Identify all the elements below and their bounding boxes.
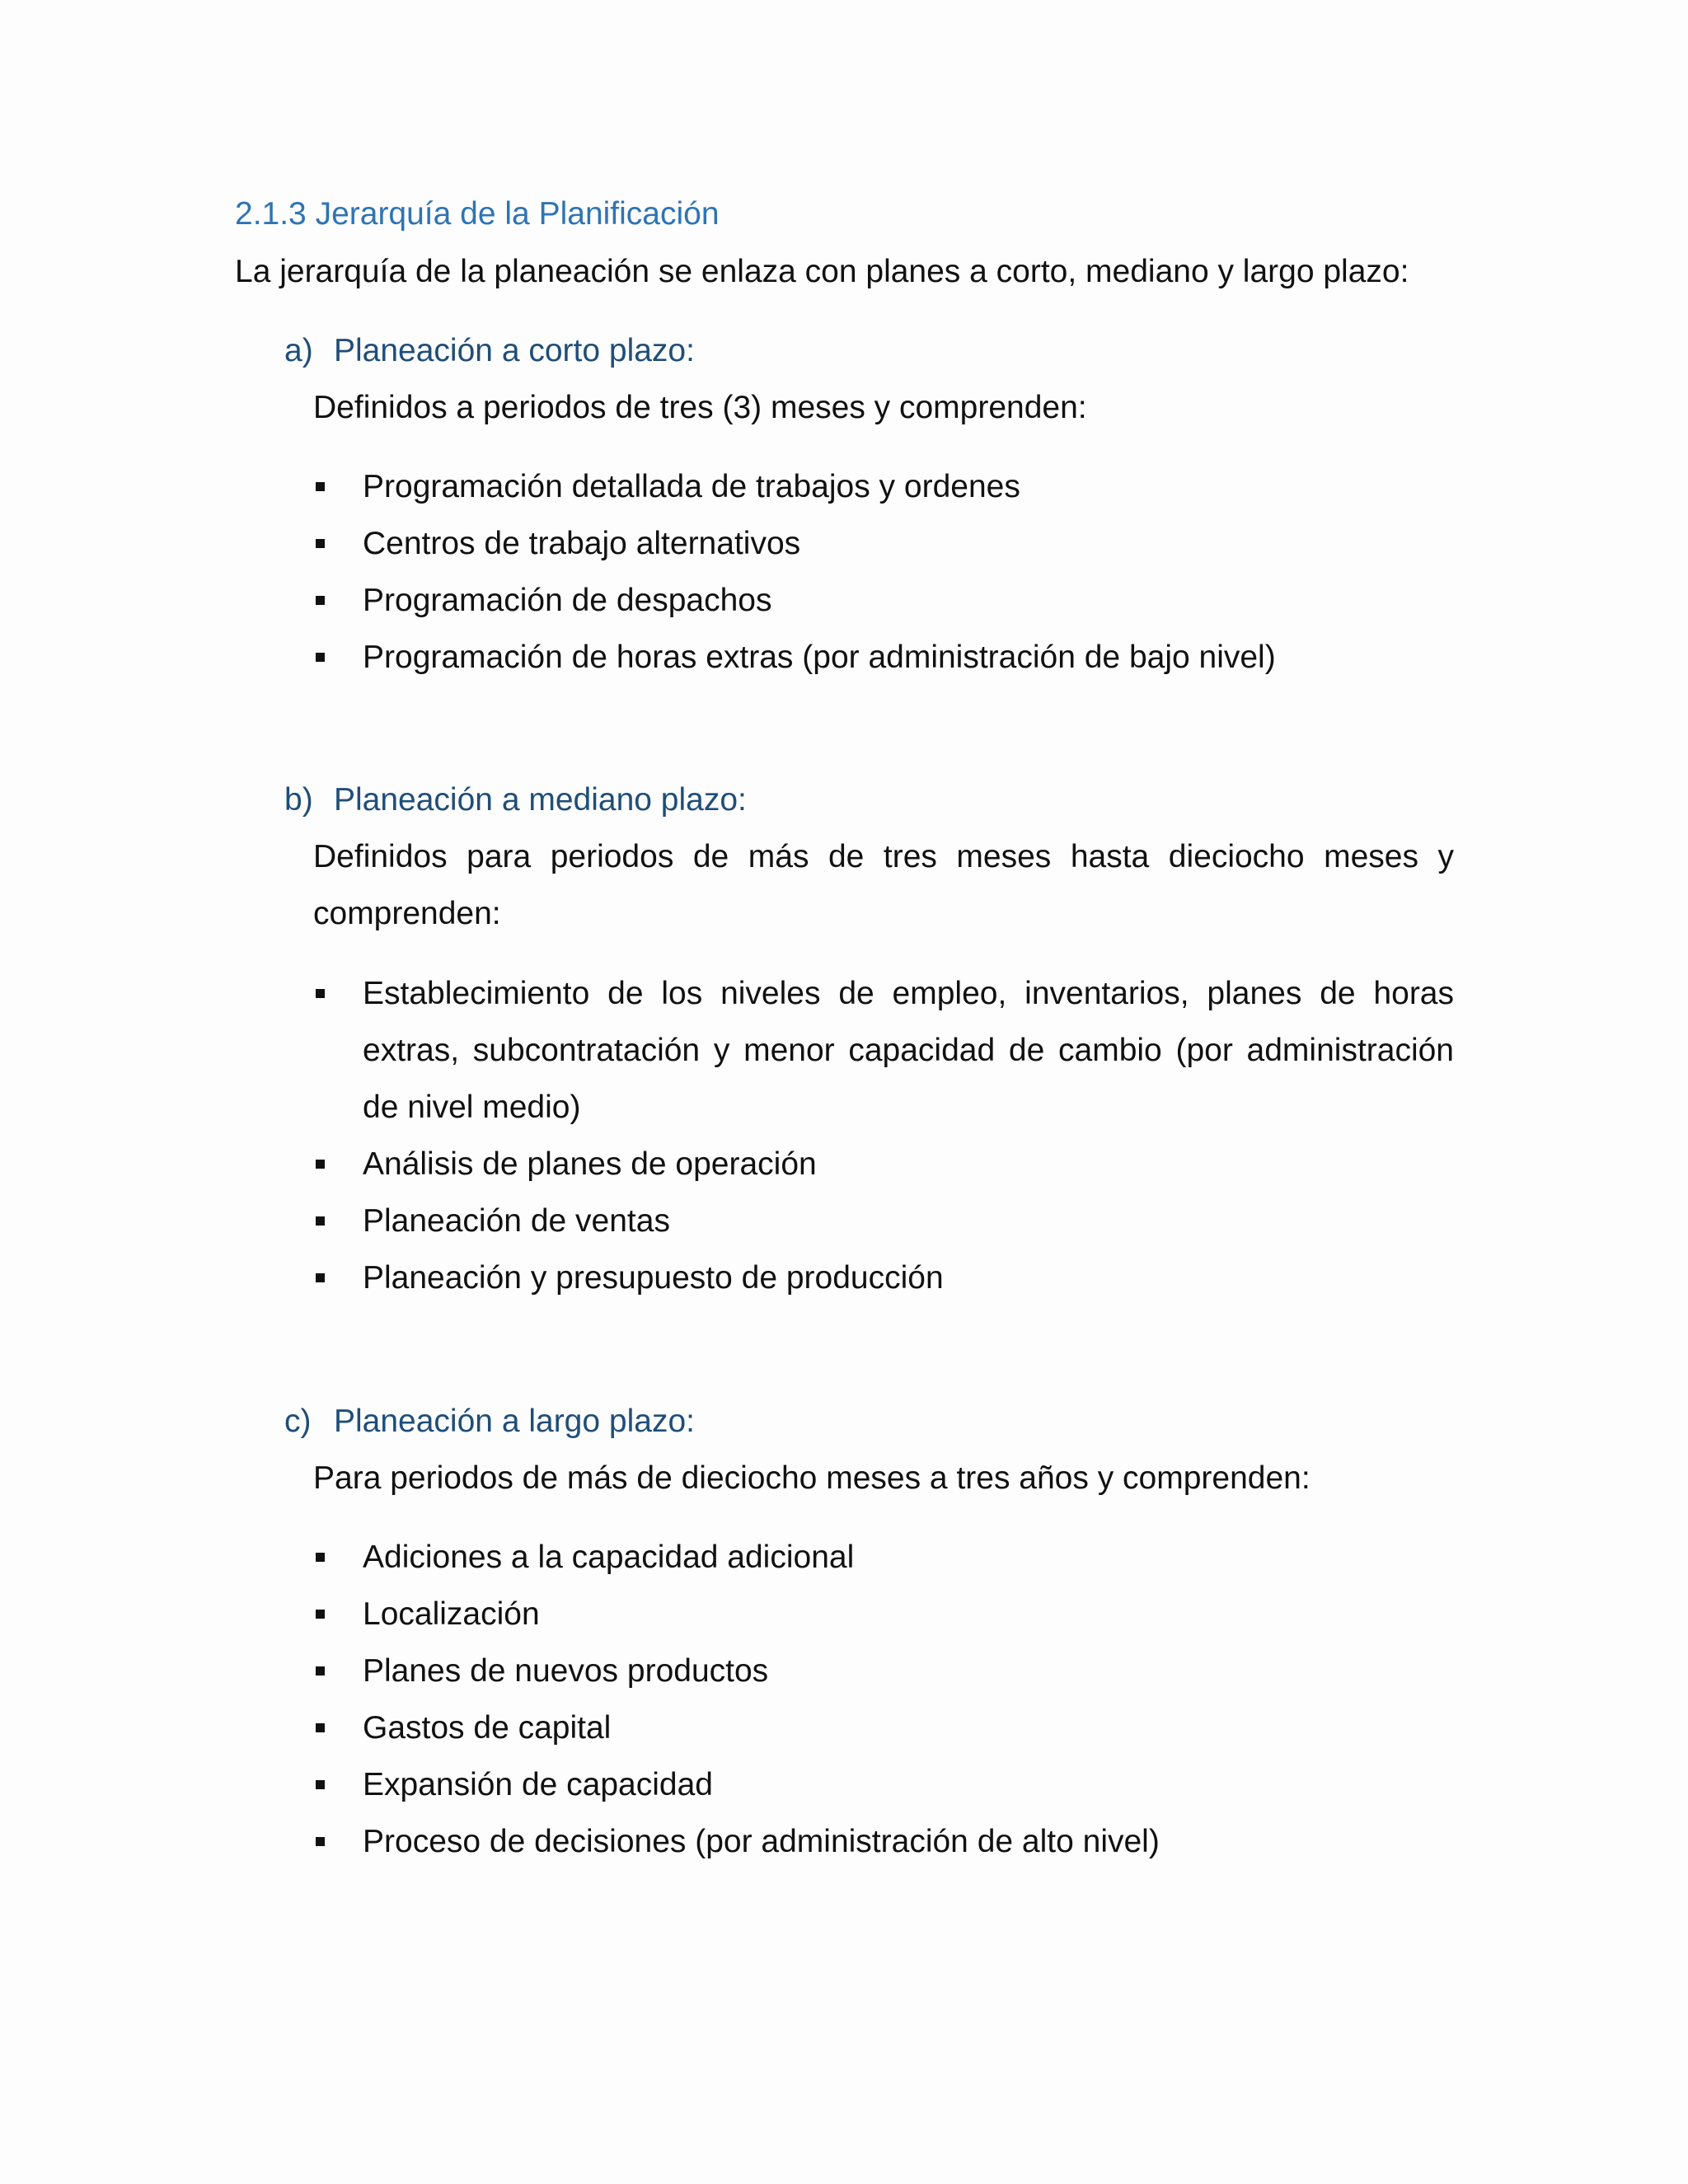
list-item bbox=[313, 1249, 1454, 1306]
bullet-icon bbox=[316, 1216, 325, 1226]
subsection-letter: a) bbox=[284, 333, 313, 368]
bullet-icon bbox=[316, 653, 325, 662]
list-item-text: Proceso de decisiones (por administración de alto nivel) bbox=[363, 1824, 1160, 1859]
list-item bbox=[313, 629, 1454, 686]
list-item bbox=[313, 1136, 1454, 1193]
subsection-letter: b) bbox=[284, 782, 313, 818]
bullet-icon bbox=[316, 1666, 325, 1675]
subsection-description: Para periodos de más de dieciocho meses a tres años y comprenden: bbox=[313, 1460, 1311, 1496]
bullet-list-medium-term bbox=[313, 965, 1454, 1306]
list-item bbox=[313, 1756, 1454, 1813]
bullet-icon bbox=[316, 539, 325, 548]
list-item bbox=[313, 1586, 1454, 1643]
subsection-description: Definidos a periodos de tres (3) meses y comprenden: bbox=[313, 390, 1087, 425]
subsection-heading-medium-term bbox=[284, 777, 747, 823]
bullet-icon bbox=[316, 1837, 325, 1846]
list-item-text: Programación de horas extras (por administración de bajo nivel) bbox=[363, 640, 1276, 675]
subsection-heading-short-term bbox=[284, 328, 695, 374]
subsection-heading-long-term bbox=[284, 1399, 695, 1445]
list-item-text: Expansión de capacidad bbox=[363, 1767, 713, 1802]
list-item-text: Localización bbox=[363, 1596, 540, 1632]
list-item bbox=[313, 515, 1454, 572]
list-item bbox=[313, 1529, 1454, 1586]
bullet-icon bbox=[316, 1723, 325, 1732]
list-item-text: Análisis de planes de operación bbox=[363, 1146, 817, 1182]
subsection-letter: c) bbox=[284, 1404, 312, 1439]
bullet-list-short-term bbox=[313, 458, 1454, 686]
bullet-icon bbox=[316, 989, 325, 998]
subsection-title: Planeación a largo plazo: bbox=[334, 1404, 695, 1439]
bullet-icon bbox=[316, 596, 325, 605]
section-heading: 2.1.3 Jerarquía de la Planificación bbox=[235, 196, 720, 232]
bullet-icon bbox=[316, 1780, 325, 1789]
list-item bbox=[313, 1699, 1454, 1756]
list-item-text: Gastos de capital bbox=[363, 1710, 612, 1746]
bullet-icon bbox=[316, 1273, 325, 1282]
bullet-icon bbox=[316, 1553, 325, 1562]
subsection-title: Planeación a mediano plazo: bbox=[334, 782, 747, 818]
intro-paragraph: La jerarquía de la planeación se enlaza con planes a corto, mediano y largo plazo: bbox=[235, 254, 1409, 289]
bullet-icon bbox=[316, 1610, 325, 1619]
list-item-text: Planes de nuevos productos bbox=[363, 1653, 769, 1689]
subsection-title: Planeación a corto plazo: bbox=[334, 333, 695, 368]
list-item-text: Programación de despachos bbox=[363, 583, 772, 618]
bullet-icon bbox=[316, 1160, 325, 1169]
list-item bbox=[313, 572, 1454, 629]
bullet-icon bbox=[316, 482, 325, 491]
list-item bbox=[313, 458, 1454, 515]
list-item bbox=[313, 1813, 1454, 1870]
list-item-text: Establecimiento de los niveles de empleo, inventarios, planes de horas extras, subcontratación y menor capacidad de cambio (por administración de nivel medio) bbox=[363, 976, 1454, 1125]
list-item-text: Programación detallada de trabajos y ordenes bbox=[363, 469, 1020, 504]
bullet-list-long-term bbox=[313, 1529, 1454, 1870]
list-item-text: Planeación de ventas bbox=[363, 1203, 670, 1239]
list-item-text: Adiciones a la capacidad adicional bbox=[363, 1540, 855, 1575]
list-item-text: Planeación y presupuesto de producción bbox=[363, 1260, 944, 1296]
list-item bbox=[313, 965, 1454, 1136]
list-item bbox=[313, 1193, 1454, 1249]
list-item-text: Centros de trabajo alternativos bbox=[363, 526, 801, 561]
list-item bbox=[313, 1643, 1454, 1699]
subsection-description: Definidos para periodos de más de tres meses hasta dieciocho meses y comprenden: bbox=[313, 839, 1454, 931]
